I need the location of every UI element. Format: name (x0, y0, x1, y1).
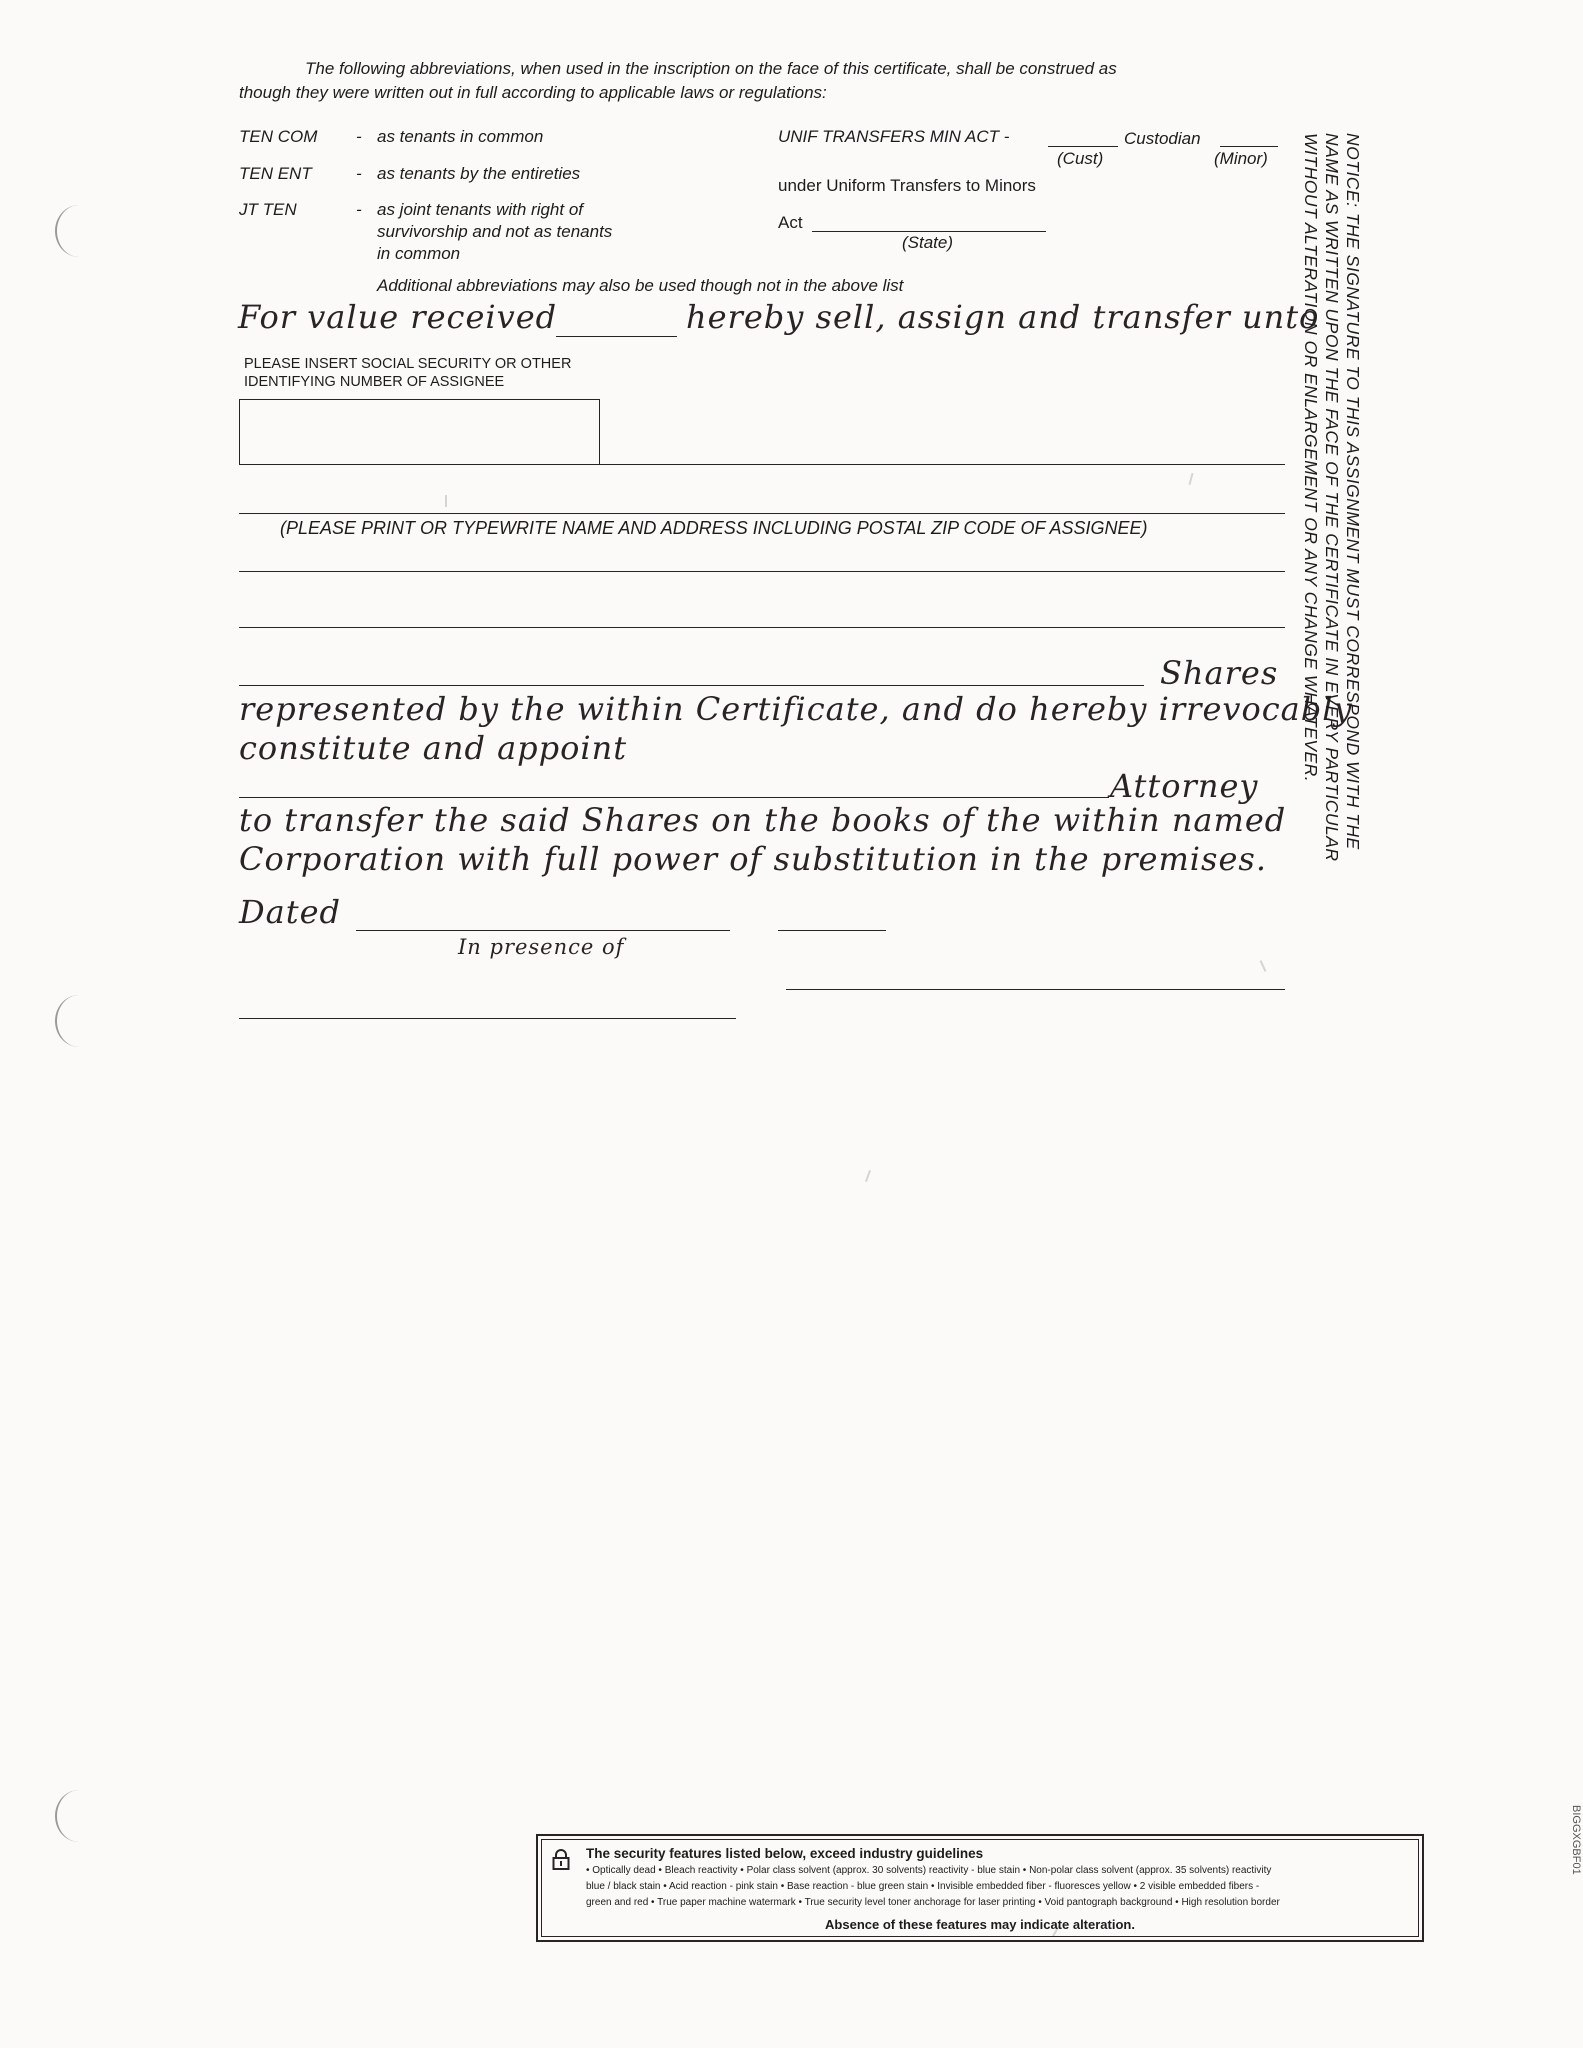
for-value-received: For value received (238, 298, 558, 336)
attorney-line[interactable] (239, 797, 1109, 798)
abbr-code-ten-ent: TEN ENT (239, 164, 312, 183)
ssn-input-box[interactable] (239, 399, 600, 465)
assignee-line-2[interactable] (239, 513, 1285, 514)
intro-line-1: The following abbreviations, when used in the inscription on the face of this certificate, shall be construed as (305, 59, 1117, 78)
witness-signature-line[interactable] (239, 1018, 736, 1019)
abbr-meaning-ten-ent: as tenants by the entireties (377, 164, 581, 183)
attorney-word: Attorney (1110, 767, 1259, 805)
unif-title: UNIF TRANSFERS MIN ACT - (778, 127, 1010, 146)
paper-fleck (1188, 473, 1193, 485)
assignee-line-1[interactable] (600, 464, 1285, 465)
notice-line-2: NAME AS WRITTEN UPON THE FACE OF THE CERTIFICATE IN EVERY PARTICULAR (1322, 133, 1342, 862)
abbr-code-jt-ten: JT TEN (239, 200, 297, 219)
abbr-code-ten-com: TEN COM (239, 127, 318, 146)
side-form-code: BIGGXGBF01 (1570, 1805, 1582, 1875)
notice-line-1: NOTICE: THE SIGNATURE TO THIS ASSIGNMENT MUST CORRESPOND WITH THE (1343, 133, 1363, 850)
paper-fleck (1260, 960, 1267, 972)
additional-abbreviations-note: Additional abbreviations may also be used though not in the above list (377, 276, 904, 295)
in-presence-of: In presence of (458, 935, 625, 959)
unif-under: under Uniform Transfers to Minors (778, 176, 1036, 195)
state-blank-line (812, 231, 1046, 232)
constitute-text: constitute and appoint (239, 729, 628, 767)
security-inner-border (541, 1839, 1419, 1937)
security-features-line-1: • Optically dead • Bleach reactivity • Polar class solvent (approx. 30 solvents) reactivity - blue stain • Non-polar class solvent (approx. 35 solvents) reactivity (586, 1865, 1272, 1876)
abbr-meaning-jt-ten-2: survivorship and not as tenants (377, 222, 613, 241)
intro-line-2: though they were written out in full according to applicable laws or regulations: (239, 83, 827, 102)
abbr-meaning-jt-ten-1: as joint tenants with right of (377, 200, 584, 219)
hereby-sell-text: hereby sell, assign and transfer unto (686, 298, 1320, 336)
paper-fleck (865, 1170, 871, 1182)
security-features-box (536, 1834, 1424, 1942)
minor-caption: (Minor) (1214, 149, 1268, 168)
abbr-dash: - (356, 127, 362, 146)
shares-count-line[interactable] (239, 685, 1144, 686)
state-caption: (State) (902, 233, 954, 252)
address-line-1[interactable] (239, 571, 1285, 572)
paper-fleck (445, 495, 447, 507)
abbr-dash: - (356, 164, 362, 183)
abbr-meaning-ten-com: as tenants in common (377, 127, 544, 146)
owner-signature-line[interactable] (786, 989, 1285, 990)
security-title: The security features listed below, exceed industry guidelines (586, 1846, 984, 1861)
security-features-line-3: green and red • True paper machine watermark • True security level toner anchorage for laser printing • Void pantograph background • High resolution border (586, 1897, 1280, 1908)
binder-hole-top (55, 205, 103, 257)
signature-notice (1300, 133, 1363, 973)
date-line[interactable] (356, 930, 730, 931)
notice-line-3: WITHOUT ALTERATION OR ENLARGEMENT OR ANY CHANGE WHATEVER. (1301, 133, 1321, 783)
corporation-text: Corporation with full power of substitution in the premises. (239, 840, 1267, 878)
security-footer: Absence of these features may indicate alteration. (825, 1917, 1135, 1932)
cust-caption: (Cust) (1057, 149, 1104, 168)
shares-word: Shares (1160, 654, 1279, 692)
ssn-label-1: PLEASE INSERT SOCIAL SECURITY OR OTHER (244, 356, 572, 372)
abbr-dash: - (356, 200, 362, 219)
lock-icon (552, 1849, 570, 1871)
minor-blank-line (1220, 146, 1278, 147)
represented-text: represented by the within Certificate, and do hereby irrevocably (239, 690, 1353, 728)
binder-hole-bottom (55, 1790, 103, 1842)
value-blank-line (556, 336, 677, 337)
date-year-line[interactable] (778, 930, 886, 931)
abbr-meaning-jt-ten-3: in common (377, 244, 461, 263)
binder-hole-middle (55, 995, 103, 1047)
unif-act: Act (778, 213, 803, 232)
to-transfer-text: to transfer the said Shares on the books of the within named (239, 801, 1287, 839)
print-instruction: (PLEASE PRINT OR TYPEWRITE NAME AND ADDRESS INCLUDING POSTAL ZIP CODE OF ASSIGNEE) (280, 518, 1148, 538)
dated-label: Dated (239, 893, 342, 931)
custodian-label: Custodian (1124, 129, 1201, 148)
address-line-2[interactable] (239, 627, 1285, 628)
ssn-label-2: IDENTIFYING NUMBER OF ASSIGNEE (244, 374, 505, 390)
cust-blank-line (1048, 146, 1118, 147)
security-features-line-2: blue / black stain • Acid reaction - pink stain • Base reaction - blue green stain • Invisible embedded fiber - fluoresces yellow • 2 visible embedded fibers - (586, 1881, 1260, 1892)
